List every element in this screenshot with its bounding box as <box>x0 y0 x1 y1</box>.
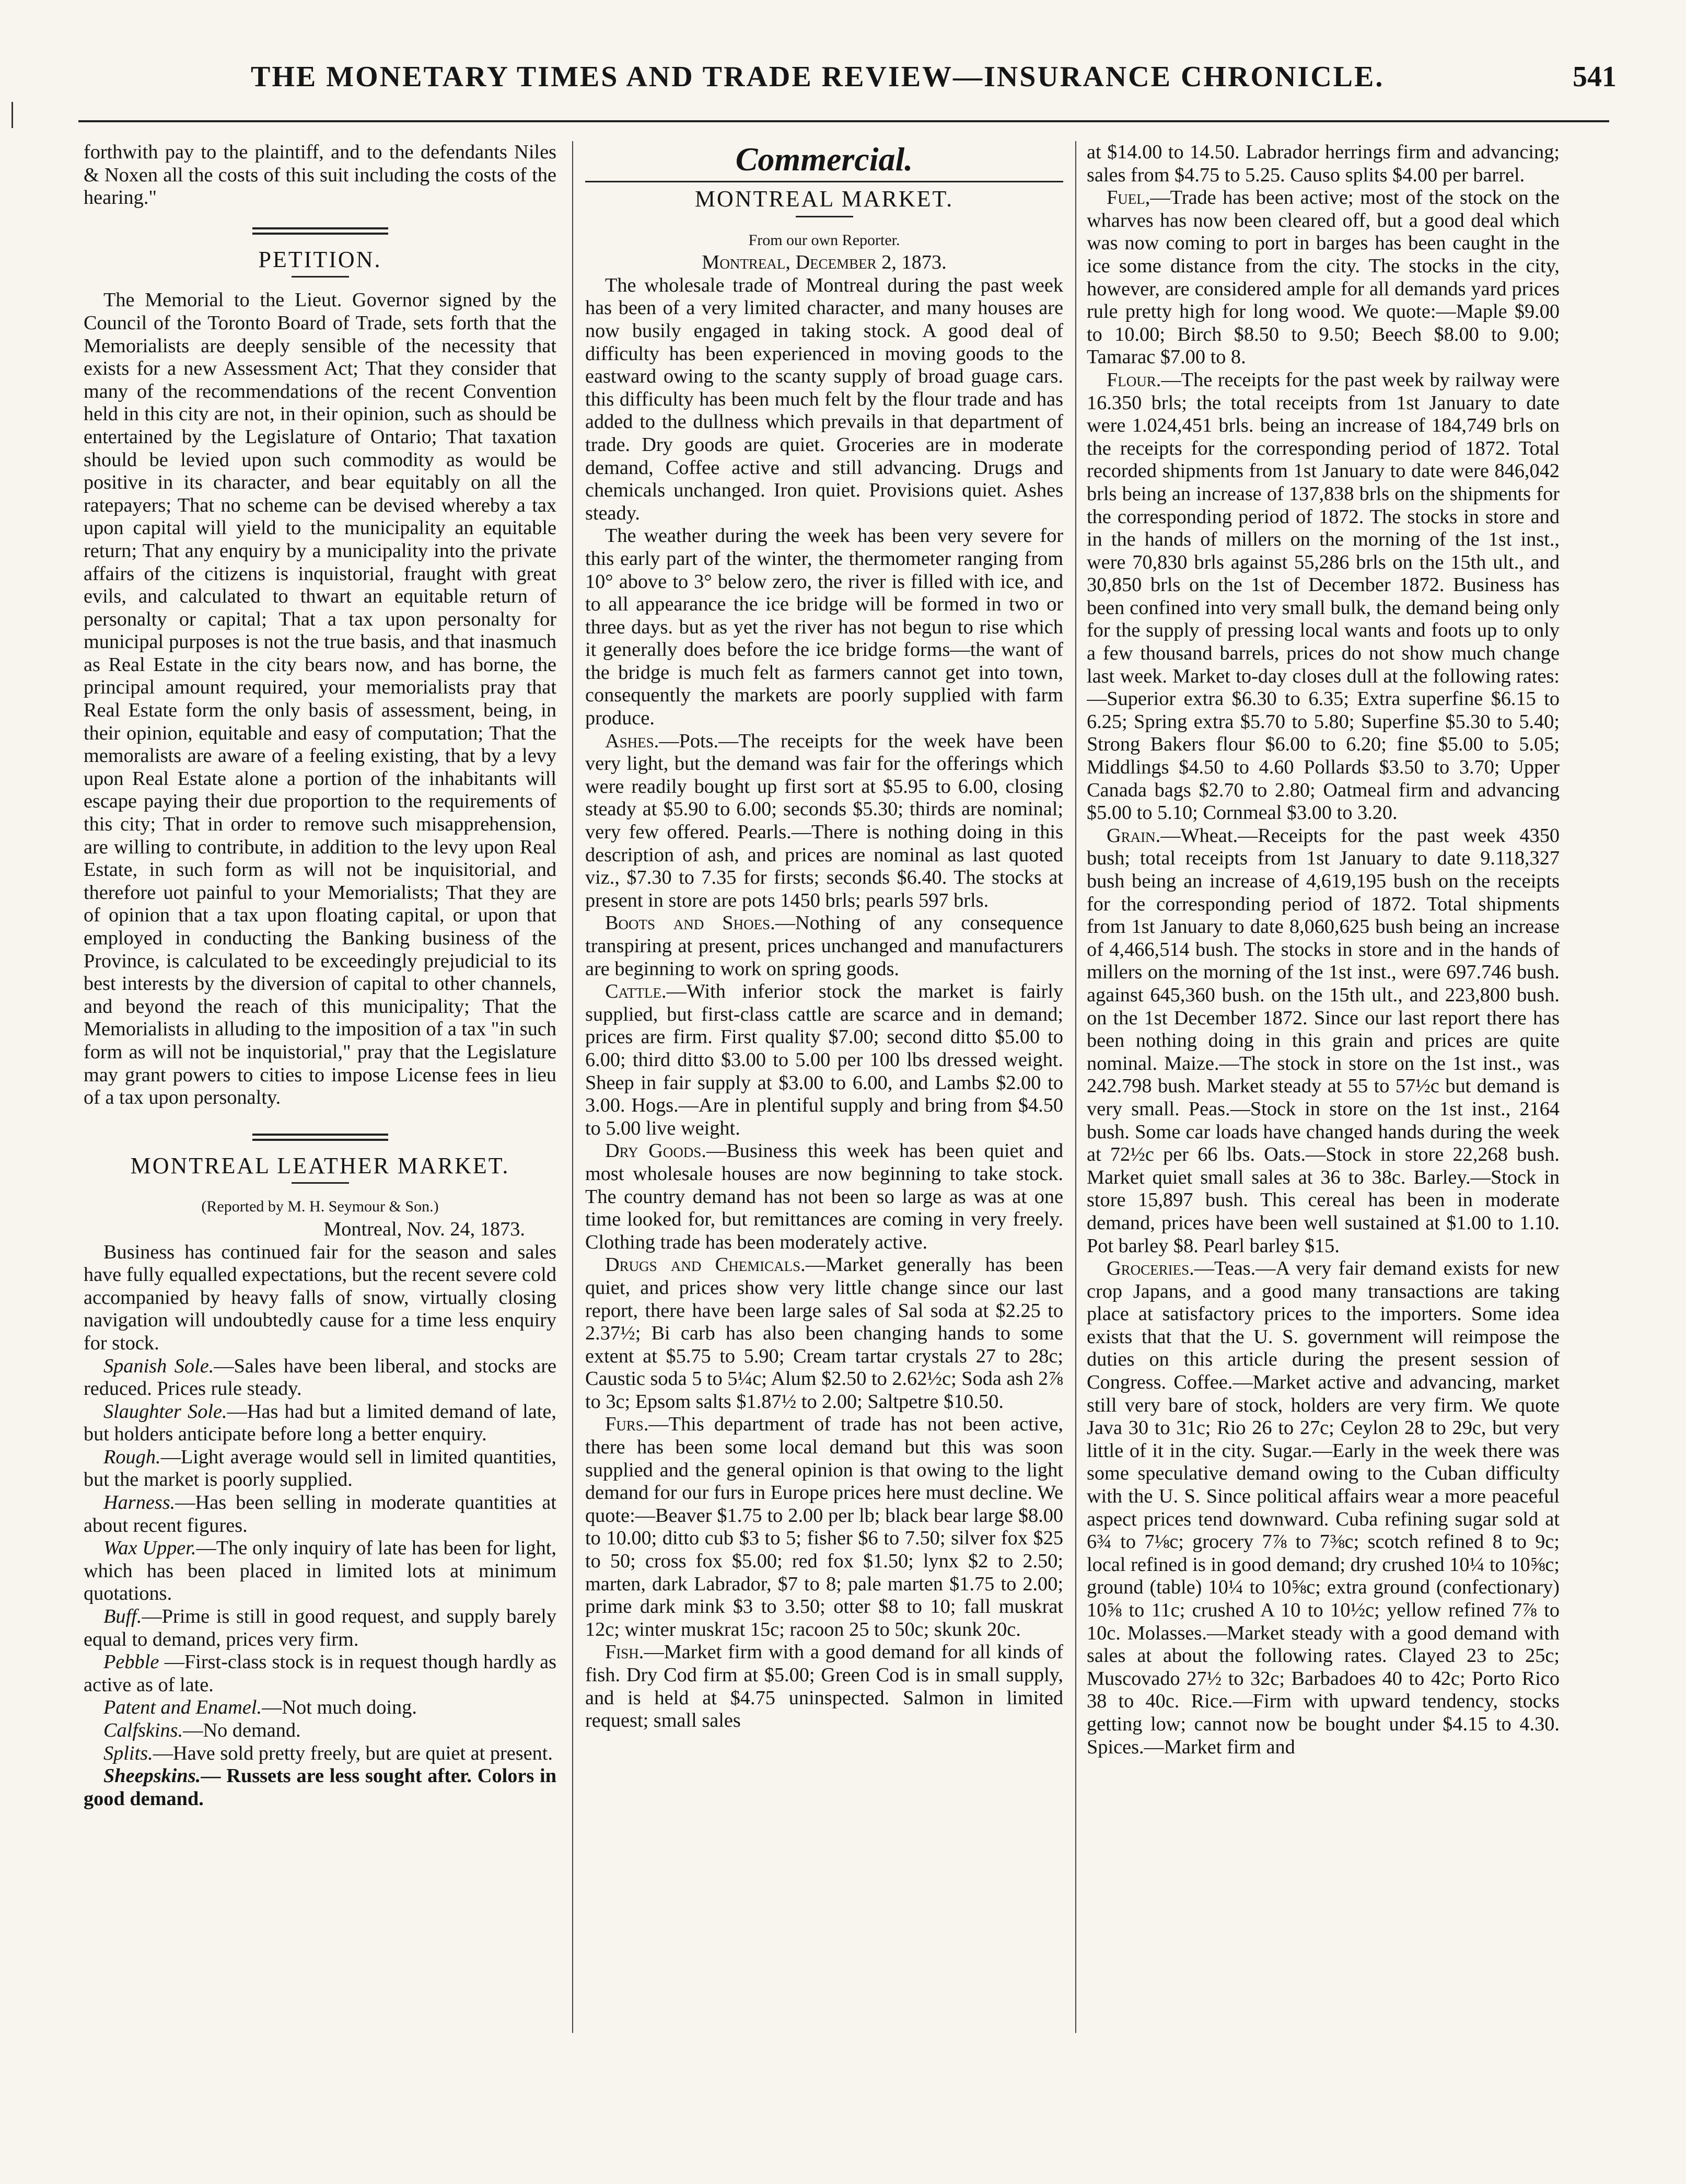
fish-continued: at $14.00 to 14.50. Labrador herrings firm and advancing; sales from $4.75 to 5.25. Causo splits $4.00 per barrel. <box>1087 141 1560 186</box>
leather-item: Slaughter Sole.—Has had but a limited demand of late, but holders anticipate before long a better enquiry. <box>84 1400 556 1446</box>
furs-paragraph: Furs.—This department of trade has not been active, there has been some local demand but this was soon supplied and the general opinion is that owing to the light demand for our furs in Europe prices here must decline. We quote:—Beaver $1.75 to 2.00 per lb; black bear large $8.00 to 10.00; ditto cub $3 to 5; fisher $6 to 7.50; silver fox $25 to 50; cross fox $5.00; red fox $1.50; lynx $2 to 2.50; marten, dark Labrador, $7 to 8; pale marten $1.75 to 2.00; prime dark mink $3 to 3.50; otter $8 to 10; fall muskrat 12c; winter muskrat 15c; racoon 25 to 50c; skunk 20c. <box>585 1413 1063 1640</box>
column-1 <box>84 141 556 2033</box>
leather-item: Spanish Sole.—Sales have been liberal, and stocks are reduced. Prices rule steady. <box>84 1355 556 1400</box>
leather-item: Wax Upper.—The only inquiry of late has been for light, which has been placed in limited lots at minimum quotations. <box>84 1537 556 1605</box>
section-divider <box>252 1134 388 1141</box>
market-paragraph: The weather during the week has been very severe for this early part of the winter, the thermometer ranging from 10° above to 3° below zero, the river is filled with ice, and to all appearance the ice bridge will be formed in two or three days. but as yet the river has not begun to rise which it generally does before the ice bridge forms—the want of the bridge is much felt as farmers cannot get into town, consequently the markets are poorly supplied with farm produce. <box>585 525 1063 730</box>
leather-item: Harness.—Has been selling in moderate quantities at about recent figures. <box>84 1492 556 1536</box>
market-dateline: Montreal, December 2, 1873. <box>702 251 947 274</box>
column-3 <box>1087 141 1560 2033</box>
ashes-paragraph: Ashes.—Pots.—The receipts for the week have been very light, but the demand was fair for the offerings which were readily bought up first sort at $5.95 to 6.00, closing steady at $5.90 to 6.00; seconds $5.30; thirds are nominal; very few offered. Pearls.—There is nothing doing in this description of ash, and prices are nominal as last quoted viz., $7.30 to 7.35 for firsts; seconds $6.40. The stocks at present in store are pots 1450 brls; pearls 597 brls. <box>585 730 1063 911</box>
leather-item: Pebble —First-class stock is in request though hardly as active as of late. <box>84 1651 556 1696</box>
leather-item: Sheepskins.— Russets are less sought after. Colors in good demand. <box>84 1765 556 1810</box>
leather-item: Splits.—Have sold pretty freely, but are quiet at present. <box>103 1742 553 1764</box>
drugs-paragraph: Drugs and Chemicals.—Market generally has been quiet, and prices show very little change since our last report, there have been large sales of Sal soda at $2.25 to 2.37½; Bi carb has also been changing hands to some extent at $5.75 to 5.90; Cream tartar crystals 27 to 28c; Caustic soda 5 to 5¼c; Alum $2.50 to 2.62½c; Soda ash 2⅞ to 3c; Epsom salts $1.87½ to 2.00; Saltpetre $10.50. <box>585 1254 1063 1413</box>
column-2 <box>585 141 1063 2033</box>
cattle-paragraph: Cattle.—With inferior stock the market is fairly supplied, but first-class cattle are scarce and in demand; prices are firm. First quality $7.00; second ditto $5.00 to 6.00; third ditto $3.00 to 5.00 per 100 lbs dressed weight. Sheep in fair supply at $3.00 to 6.00, and Lambs $2.00 to 3.00. Hogs.—Are in plentiful supply and bring from $4.50 to 5.00 live weight. <box>585 980 1063 1139</box>
fuel-paragraph: Fuel,—Trade has been active; most of the stock on the wharves has now been cleared off, but a good deal which was now coming to port in barges has been caught in the ice some distance from the city. The stocks in the city, however, are considered ample for all demands yard prices rule pretty high for long wood. We quote:—Maple $9.00 to 10.00; Birch $8.50 to 9.50; Beech $8.00 to 9.00; Tamarac $7.00 to 8. <box>1087 187 1560 368</box>
leather-item: Buff.—Prime is still in good request, and supply barely equal to demand, prices very firm. <box>84 1605 556 1650</box>
leather-item: Patent and Enamel.—Not much doing. <box>103 1696 417 1719</box>
leather-item: Calfskins.—No demand. <box>103 1719 301 1741</box>
fish-paragraph: Fish.—Market firm with a good demand for all kinds of fish. Dry Cod firm at $5.00; Green Cod is in small supply, and is held at $4.75 uninspected. Salmon in limited request; small sales <box>585 1641 1063 1732</box>
heading-rule <box>796 216 853 217</box>
column-divider <box>1075 141 1076 2033</box>
leather-byline: (Reported by M. H. Seymour & Son.) <box>201 1198 439 1216</box>
masthead-title: THE MONETARY TIMES AND TRADE REVIEW—INSURANCE CHRONICLE. <box>251 61 1385 93</box>
opening-paragraph: forthwith pay to the plaintiff, and to the defendants Niles & Noxen all the costs of this suit including the costs of the hearing." <box>84 141 556 209</box>
grain-paragraph: Grain.—Wheat.—Receipts for the past week 4350 bush; total receipts from 1st January to date 9.118,327 bush being an increase of 4,619,195 bush on the receipts for the corresponding period of 1872. Total shipments from 1st January to date 8,060,625 bush being an increase of 4,466,514 bush. The stocks in store and in the hands of millers on the morning of the 1st inst., were 697.746 bush. against 645,360 bush. on the 15th ult., and 223,800 bush. on the 1st December 1872. Since our last report there has been nothing doing in this grain and prices are quite nominal. Maize.—The stock in store on the 1st inst., was 242.798 bush. Market steady at 55 to 57½c but demand is very small. Peas.—Stock in store on the 1st inst., 2164 bush. Some car loads have changed hands during the week at 72½c per 66 lbs. Oats.—Stock in store 22,268 bush. Market quiet small sales at 36 to 38c. Barley.—Stock in store 15,897 bush. This cereal has been in moderate demand, prices have been well sustained at $1.00 to 1.10. Pot barley $8. Pearl barley $15. <box>1087 824 1560 1257</box>
market-paragraph: The wholesale trade of Montreal during the past week has been of a very limited character, and many houses are now busily engaged in taking stock. A good deal of difficulty has been experienced in moving goods to the eastward owing to the scanty supply of broad guage cars. this difficulty has been much felt by the flour trade and has added to the dullness which prevails in that department of trade. Dry goods are quiet. Groceries are in moderate demand, Coffee active and still advancing. Drugs and chemicals unchanged. Iron quiet. Provisions quiet. Ashes steady. <box>585 274 1063 524</box>
petition-heading: PETITION. <box>258 246 382 272</box>
flour-paragraph: Flour.—The receipts for the past week by railway were 16.350 brls; the total receipts from 1st January to date were 1.024,451 brls. being an increase of 184,749 brls on the receipts for the corresponding period of 1872. Total recorded shipments from 1st January to date were 846,042 brls being an increase of 137,838 brls on the shipments for the corresponding period of 1872. The stocks in store and in the hands of millers on the morning of the 1st inst., were 70,830 brls against 55,286 brls on the 15th ult., and 30,850 brls on the 1st of December 1872. Business has been confined into very small bulk, the demand being only for the supply of pressing local wants and foots up to only a few thousand barrels, prices do not show much change last week. Market to-day closes dull at the following rates: —Superior extra $6.30 to 6.35; Extra superfine $6.15 to 6.25; Spring extra $5.70 to 5.80; Superfine $5.30 to 5.40; Strong Bakers flour $6.00 to 6.20; fine $5.00 to 5.05; Middlings $4.50 to 4.60 Pollards $3.50 to 3.70; Upper Canada bags $2.70 to 2.80; Oatmeal firm and advancing $5.00 to 5.10; Cornmeal $3.00 to 3.20. <box>1087 368 1560 824</box>
left-edge-mark <box>11 102 13 128</box>
heading-rule <box>292 276 349 278</box>
page-header <box>78 31 1617 105</box>
leather-dateline: Montreal, Nov. 24, 1873. <box>323 1218 525 1240</box>
boots-paragraph: Boots and Shoes.—Nothing of any consequence transpiring at present, prices unchanged and manufacturers are beginning to work on spring goods. <box>585 912 1063 980</box>
header-rule <box>78 120 1609 122</box>
page-number: 541 <box>1573 61 1617 93</box>
reporter-byline: From our own Reporter. <box>748 231 900 249</box>
column-divider <box>572 141 573 2033</box>
leather-market-heading: MONTREAL LEATHER MARKET. <box>130 1152 510 1178</box>
leather-item: Rough.—Light average would sell in limited quantities, but the market is poorly supplied. <box>84 1446 556 1491</box>
groceries-paragraph: Groceries.—Teas.—A very fair demand exists for new crop Japans, and a good many transactions are taking place at satisfactory prices to the importers. Some idea exists that that the U. S. government will reimpose the duties on this article during the present session of Congress. Coffee.—Market active and advancing, market still very bare of stock, holders are very firm. We quote Java 30 to 31c; Rio 26 to 27c; Ceylon 28 to 29c, but very little of it in the city. Sugar.—Early in the week there was some speculative demand owing to the Cuban difficulty with the U. S. Since political affairs wear a more peaceful aspect prices tend downward. Cuba refining sugar sold at 6¾ to 7⅛c; grocery 7⅞ to 7⅜c; scotch refined 8 to 9c; local refined is in good demand; dry crushed 10¼ to 10⅝c; ground (table) 10¼ to 10⅝c; extra ground (confectionary) 10⅝ to 11c; crushed A 10 to 10½c; yellow refined 7⅞ to 10c. Molasses.—Market steady with a good demand with sales at about the following rates. Clayed 23 to 25c; Muscovado 27½ to 32c; Barbadoes 40 to 42c; Porto Rico 38 to 40c. Rice.—Firm with upward tendency, stocks getting low; cannot now be bought under $4.15 to 4.30. Spices.—Market firm and <box>1087 1257 1560 1758</box>
heading-rule <box>292 1182 349 1184</box>
heading-rule <box>585 181 1063 182</box>
petition-text: The Memorial to the Lieut. Governor signed by the Council of the Toronto Board of Trade, sets forth that the Memorialists are deeply sensible of the necessity that exists for a new Assessment Act; That they consider that many of the recommendations of the recent Convention held in this city are not, in their opinion, such as should be entertained by the Legislature of Ontario; That taxation should be levied upon such commodity as would be positive in its character, and bear equitably on all the ratepayers; That no scheme can be devised whereby a tax upon capital will yield to the municipality an equitable return; That any enquiry by a municipality into the private affairs of the citizens is inquistorial, fraught with great evils, and calculated to thwart an equitable return of personalty or capital; That a tax upon personalty for municipal purposes is not the true basis, and that inasmuch as Real Estate in the city bears now, and has borne, the principal amount required, your memorialists pray that Real Estate form the only basis of assessment, being, in their opinion, equitable and easy of computation; That the memoralists are aware of a feeling existing, that by a levy upon Real Estate alone a portion of the inhabitants will escape paying their due proportion to the requirements of this city; That in order to remove such misapprehension, are willing to contribute, in addition to the levy upon Real Estate, in such form as will not be inquisitorial, and therefore uot painful to your Memorialists; That they are of opinion that a tax upon floating capital, or upon that employed in conducting the Banking business of the Province, is calculated to be exceedingly prejudicial to its best interests by the diversion of capital to other channels, and beyond the reach of this municipality; That the Memorialists in alluding to the imposition of a tax "in such form as will not be inquistorial," pray that the Legislature may grant powers to cities to impose License fees in lieu of a tax upon personalty. <box>84 289 556 1109</box>
leather-intro: Business has continued fair for the season and sales have fully equalled expectations, but the recent severe cold accompanied by heavy falls of snow, virtually closing navigation will undoubtedly cause for a time less enquiry for stock. <box>84 1241 556 1354</box>
section-divider <box>252 227 388 235</box>
montreal-market-heading: MONTREAL MARKET. <box>694 186 954 212</box>
commercial-heading: Commercial. <box>735 141 913 178</box>
dry-goods-paragraph: Dry Goods.—Business this week has been quiet and most wholesale houses are now beginning to take stock. The country demand has not been so large as was at one time looked for, but remittances are coming in very freely. Clothing trade has been moderately active. <box>585 1140 1063 1253</box>
